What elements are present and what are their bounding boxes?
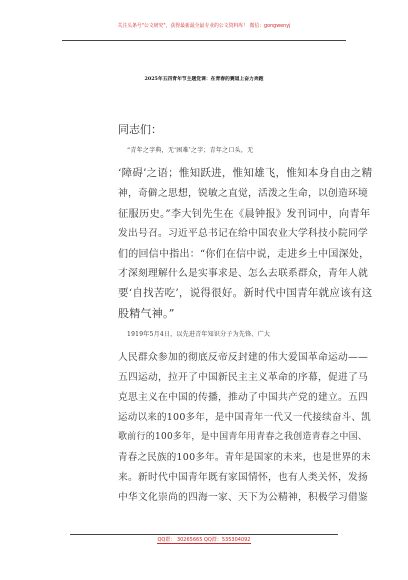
paragraph-line: 1919年5月4日，以先进青年知识分子为先锋、广大	[127, 331, 271, 338]
salutation: 同志们：	[118, 123, 162, 136]
footer-contact-text: QQ群： 30265665 QQ群：535304092	[157, 537, 251, 543]
header-divider	[62, 40, 346, 41]
document-title: 2025年五四青年节主题党课：在青春的赛道上奋力奔跑	[144, 76, 264, 82]
paragraph-line: 歌前行的100多年，是中国青年用青春之我创造青春之中国、	[118, 432, 368, 442]
paragraph-line: ‘障碍’之语；惟知跃进，惟知雄飞，惟知本身自由之精	[118, 167, 373, 179]
paragraph-line: 人民群众参加的彻底反帝反封建的伟大爱国革命运动——	[118, 352, 368, 363]
paragraph-line: 青春之民族的100多年。青年是国家的未来，也是世界的未	[118, 452, 371, 463]
paragraph-line: 才深刻理解什么是实事求是、怎么去联系群众，青年人就	[118, 268, 368, 279]
paragraph-line: 征服历史。”李大钊先生在《晨钟报》发刊词中，向青年	[118, 208, 371, 220]
footer-contact	[0, 536, 408, 544]
paragraph-line: 来。新时代中国青年既有家国情怀，也有人类关怀，发扬	[118, 472, 368, 483]
paragraph-line: “青年之字典，无‘困难’之字；青年之口头，无	[127, 147, 254, 154]
paragraph-line: 克思主义在中国的传播，推动了中国共产党的建立。五四	[118, 392, 368, 403]
paragraph-line: 要‘自找苦吃’，说得很好。新时代中国青年就应该有这	[118, 287, 373, 299]
footer-divider	[70, 534, 338, 535]
paragraph-line: 发出号召。习近平总书记在给中国农业大学科技小院同学	[118, 228, 368, 239]
paragraph-line: 运动以来的100多年，是中国青年一代又一代接续奋斗、凯	[118, 412, 371, 423]
paragraph-line: 五四运动，拉开了中国新民主主义革命的序幕，促进了马	[118, 372, 368, 383]
paragraph-line: 股精气神。”	[118, 307, 175, 320]
header-notice: 关注头条号"公文研究"，获得最新最全最专业的公文资料库！ 微信：gongwenyj	[117, 23, 291, 29]
paragraph-line: 们的回信中指出：“你们在信中说，走进乡土中国深处，	[118, 249, 370, 260]
paragraph-line: 中华文化崇尚的四海一家、天下为公精神，积极学习借鉴	[118, 492, 368, 503]
paragraph-line: 神，奇僻之思想，锐敏之直觉，活泼之生命，以创造环境	[118, 188, 368, 199]
